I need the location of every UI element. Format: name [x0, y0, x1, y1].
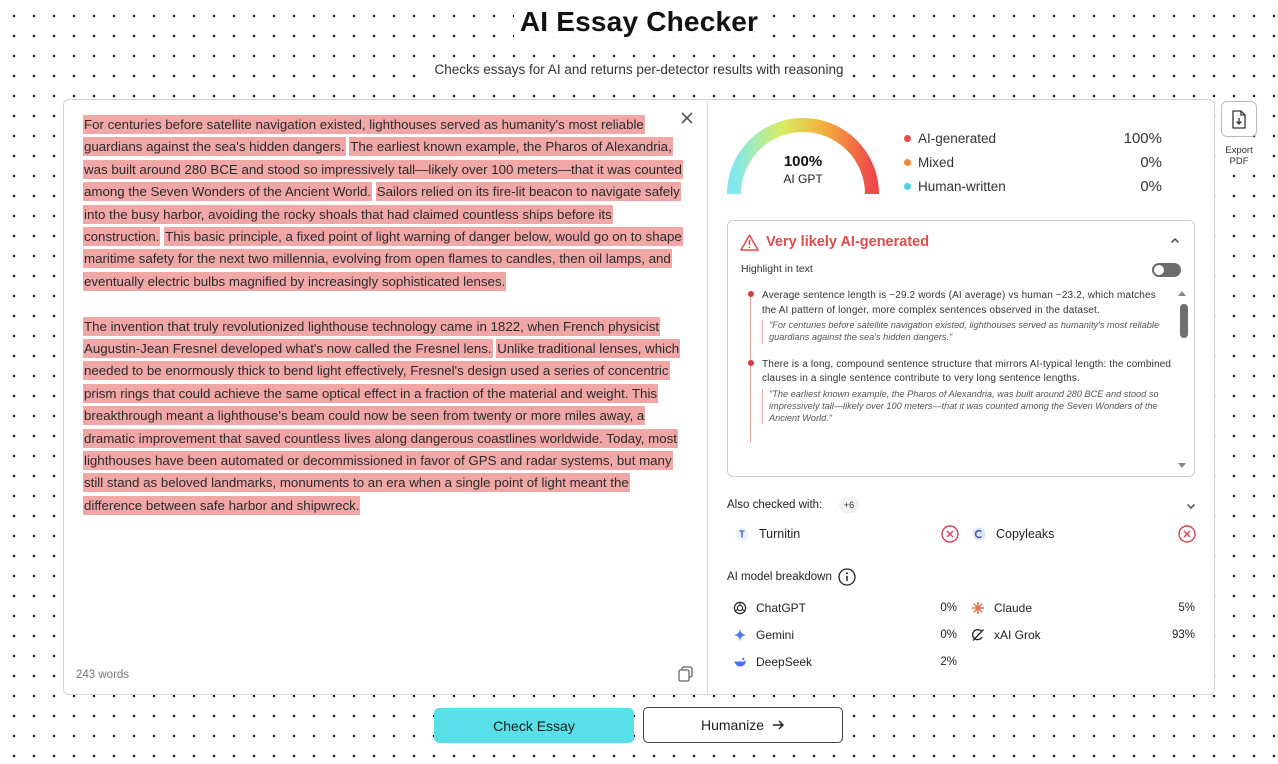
model-breakdown-header: [727, 568, 856, 586]
copyleaks-icon: [972, 527, 986, 541]
page-title: [0, 6, 1278, 38]
legend-label: AI-generated: [918, 130, 997, 146]
model-value: 0%: [940, 629, 957, 641]
model-deepseek: [731, 653, 957, 671]
legend-human: [902, 174, 1162, 198]
legend-value: 0%: [1140, 153, 1162, 171]
model-claude: [969, 599, 1195, 617]
fail-x-icon: [1178, 525, 1196, 543]
arrow-right-icon: [771, 718, 785, 732]
export-label-line2: PDF: [1229, 156, 1249, 167]
page-subtitle: [0, 62, 1278, 77]
model-chatgpt: [731, 599, 957, 617]
scroll-up-arrow: [1178, 291, 1186, 296]
highlight-label: Highlight in text: [741, 263, 813, 275]
copy-icon: [677, 665, 695, 683]
model-name: ChatGPT: [756, 601, 807, 615]
essay-sentence: The invention that truly revolutionized lighthouse technology came in 1822, when French physicist Augustin-Jean Fresnel developed what's now called the Fresnel lens.: [84, 318, 660, 357]
also-checked-label: Also checked with:: [727, 499, 823, 511]
warning-icon: [740, 234, 759, 251]
reason-list: [742, 289, 1172, 438]
reason-dot: [748, 291, 754, 297]
legend-value: 100%: [1123, 129, 1162, 147]
essay-sentence: For centuries before satellite navigation existed, lighthouses served as humanity's most reliable guardians against the sea's hidden dangers.: [84, 117, 644, 155]
essay-pane: [64, 100, 708, 694]
verdict-title: Very likely AI-generated: [766, 234, 930, 250]
close-icon: [680, 111, 694, 125]
reason-line: [750, 366, 751, 442]
checker-name: Copyleaks: [996, 527, 1055, 541]
chevron-down-icon[interactable]: [1185, 500, 1197, 512]
checker-turnitin: [727, 524, 959, 544]
legend-mixed: [902, 150, 1162, 174]
model-name: xAI Grok: [994, 628, 1041, 642]
highlight-toggle[interactable]: [1152, 263, 1181, 277]
export-label-line1: Export: [1225, 145, 1253, 156]
legend-label: Mixed: [918, 154, 955, 170]
reason-text: Average sentence length is ~29.2 words (AI average) vs human ~23.2, which matches the AI pattern of longer, more complex sentences observed in the dataset.: [762, 290, 1156, 316]
scroll-down-arrow: [1178, 463, 1186, 468]
copy-button[interactable]: [677, 665, 695, 683]
scroll-thumb[interactable]: [1180, 304, 1188, 338]
gemini-icon: [733, 628, 747, 642]
grok-icon: [971, 628, 985, 642]
export-pdf-button[interactable]: [1221, 101, 1257, 137]
legend-value: 0%: [1140, 177, 1162, 195]
gauge-label: AI GPT: [783, 172, 823, 186]
reason-item: [742, 289, 1172, 344]
reason-text: There is a long, compound sentence structure that mirrors AI-typical length: the combined clauses in a single sentence contribute to very long sentence lengths.: [762, 358, 1172, 385]
fail-x-icon: [941, 525, 959, 543]
model-value: 0%: [940, 602, 957, 614]
page-subtitle-text: Checks essays for AI and returns per-detector results with reasoning: [429, 62, 850, 77]
verdict-header: [740, 232, 929, 252]
model-value: 93%: [1171, 629, 1195, 641]
essay-sentence: This basic principle, a fixed point of light warning of danger below, would go on to shape maritime safety for the next two millennia, evolving from open flames to candles, then oil lamps, and eventually electric bulbs magnified by increasingly sophisticated lenses.: [84, 229, 682, 289]
also-checked-count[interactable]: +6: [839, 497, 859, 513]
checker-copyleaks: [964, 524, 1196, 544]
check-essay-button[interactable]: [434, 708, 634, 743]
reason-dot: [748, 360, 754, 366]
gauge-value: 100%: [783, 153, 823, 170]
page-title-text: AI Essay Checker: [514, 6, 764, 37]
model-breakdown-label: AI model breakdown: [727, 571, 832, 583]
deepseek-icon: [733, 655, 747, 669]
verdict-panel: [727, 220, 1195, 477]
legend-dot: [904, 159, 911, 166]
essay-text[interactable]: [83, 114, 688, 540]
model-gemini: [731, 626, 957, 644]
model-name: Claude: [994, 601, 1033, 615]
chatgpt-icon: [733, 601, 747, 615]
word-count: 243 words: [76, 669, 130, 681]
export-file-icon: [1231, 110, 1247, 129]
claude-icon: [971, 601, 985, 615]
essay-paragraph-1: [83, 114, 688, 293]
model-grok: [969, 626, 1195, 644]
score-legend: [902, 126, 1162, 198]
chevron-up-icon[interactable]: [1168, 234, 1182, 248]
humanize-label: Humanize: [700, 717, 765, 733]
model-name: Gemini: [756, 628, 795, 642]
reason-quote: "The earliest known example, the Pharos of Alexandria, was built around 280 BCE and stood so impressively tall—likely over 100 meters—that it was counted among the Seven Wonders of the Ancient World.": [762, 389, 1172, 424]
legend-dot: [904, 183, 911, 190]
model-name: DeepSeek: [756, 655, 813, 669]
toggle-knob: [1154, 265, 1164, 275]
model-value: 2%: [940, 656, 957, 668]
reason-item: [742, 358, 1172, 425]
clear-essay-button[interactable]: [678, 110, 696, 128]
checker-card: [63, 99, 1215, 695]
results-pane: [709, 100, 1214, 694]
info-icon[interactable]: [838, 568, 856, 586]
legend-ai: [902, 126, 1162, 150]
humanize-button[interactable]: [643, 707, 843, 743]
check-essay-label: Check Essay: [493, 717, 575, 734]
model-value: 5%: [1178, 602, 1195, 614]
essay-sentence: The earliest known example, the Pharos of Alexandria, was built around 280 BCE and stood so impressively tall—likely over 100 meters—that it was counted among the Seven Wonders of the Ancient World.: [84, 139, 682, 200]
export-pdf-label: [1216, 145, 1262, 167]
essay-sentence: Unlike traditional lenses, which needed to be enormously thick to bend light effectively, Fresnel's design used a series of concentric prism rings that could achieve the same optical effect in a fraction of the material and weight. This breakthrough meant a lighthouse's beam could now be seen from twenty or more miles away, a dramatic improvement that saved countless lives along dangerous coastlines worldwide. Today, most lighthouses have been automated or decommissioned in favor of GPS and radar systems, but many still stand as beloved landmarks, monuments to an era when a single point of light meant the difference between safe harbor and shipwreck.: [84, 341, 680, 513]
legend-dot: [904, 135, 911, 142]
turnitin-icon: [735, 527, 749, 541]
legend-label: Human-written: [918, 178, 1006, 194]
essay-sentence: Sailors relied on its fire-lit beacon to navigate safely into the busy harbor, avoiding the rocky shoals that had claimed countless ships before its construction.: [84, 184, 680, 245]
essay-paragraph-2: [83, 316, 688, 518]
reason-quote: "For centuries before satellite navigation existed, lighthouses served as humanity's most reliable guardians against the sea's hidden dangers.": [762, 320, 1172, 344]
checker-name: Turnitin: [759, 527, 801, 541]
